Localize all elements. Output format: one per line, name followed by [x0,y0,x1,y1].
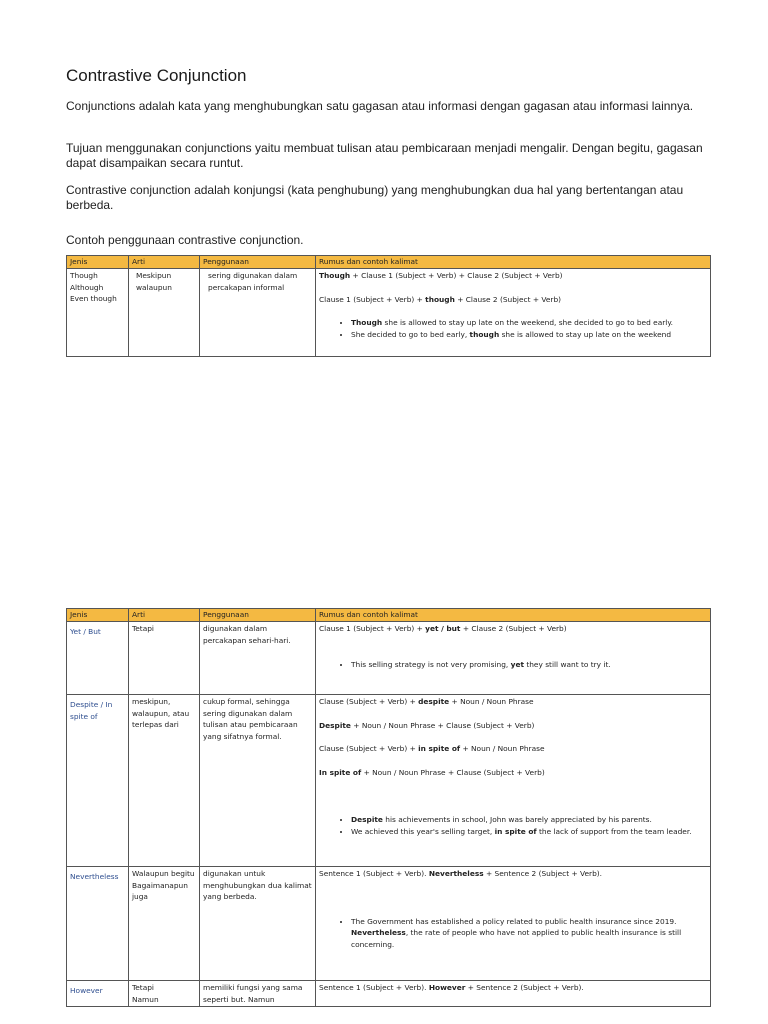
cell-penggunaan [200,695,316,867]
conjunction-table-1 [66,255,711,357]
cell-penggunaan [200,269,316,357]
example-list [319,659,707,671]
cell-penggunaan [200,622,316,695]
cell-rumus [316,695,711,867]
example-list [319,916,707,951]
example-list [319,814,707,837]
cell-arti [129,269,200,357]
table-row [67,867,711,981]
cell-arti [129,867,200,981]
list-item: • Though she is allowed to stay up late on the weekend, she decided to go to bed early. [351,317,707,329]
penggunaan-text: digunakan untuk menghubungkan dua kalimat yang berbeda. [203,869,312,901]
cell-jenis [67,981,129,1007]
jenis-although: Although [70,282,104,292]
arti-text: Tetapi [132,624,154,633]
example-list [319,317,707,340]
cell-rumus [316,867,711,981]
paragraph-contrastive: Contrastive conjunction adalah konjungsi (kata penghubung) yang menghubungkan dua hal yang bertentangan atau berbeda. [66,183,684,212]
cell-rumus [316,981,711,1007]
list-item: • This selling strategy is not very promising, yet they still want to try it. [351,659,707,671]
formula-2: Despite + Noun / Noun Phrase + Clause (Subject + Verb) [319,720,535,730]
jenis-nevertheless: Nevertheless [70,872,119,881]
page-title: Contrastive Conjunction [66,66,247,85]
cell-arti [129,622,200,695]
arti-text: Walaupun begitu Bagaimanapun juga [132,869,195,901]
header-penggunaan: Penggunaan [200,256,316,269]
paragraph-definition: Conjunctions adalah kata yang menghubungkan satu gagasan atau informasi dengan gagasan atau informasi lainnya. [66,99,694,113]
header-jenis: Jenis [67,256,129,269]
cell-arti [129,695,200,867]
formula-2: Clause 1 (Subject + Verb) + though + Clause 2 (Subject + Verb) [319,294,562,304]
cell-rumus [316,269,711,357]
formula: Sentence 1 (Subject + Verb). However + Sentence 2 (Subject + Verb). [319,983,584,992]
list-item: • The Government has established a policy related to public health insurance since 2019. Nevertheless, the rate of people who have not applied to public health insurance is still concerning. [351,916,707,951]
header-rumus: Rumus dan contoh kalimat [316,609,711,622]
formula-1: Though + Clause 1 (Subject + Verb) + Clause 2 (Subject + Verb) [319,271,563,280]
formula: Sentence 1 (Subject + Verb). Nevertheless + Sentence 2 (Subject + Verb). [319,869,602,878]
jenis-even-though: Even though [70,294,117,303]
header-penggunaan: Penggunaan [200,609,316,622]
header-rumus: Rumus dan contoh kalimat [316,256,711,269]
cell-rumus [316,622,711,695]
formula-3: Clause (Subject + Verb) + in spite of + Noun / Noun Phrase [319,744,545,753]
list-item: • We achieved this year's selling target, in spite of the lack of support from the team leader. [351,826,707,838]
list-item: • She decided to go to bed early, though she is allowed to stay up late on the weekend [351,329,707,341]
penggunaan-text: digunakan dalam percakapan sehari-hari. [203,624,291,645]
table-row [67,695,711,867]
cell-arti [129,981,200,1007]
list-item: • Despite his achievements in school, John was barely appreciated by his parents. [351,814,707,826]
arti-tetapi: Tetapi [132,983,154,992]
table-row [67,981,711,1007]
cell-penggunaan [200,981,316,1007]
cell-jenis [67,867,129,981]
table-header [67,609,711,622]
paragraph-example-intro: Contoh penggunaan contrastive conjunction. [66,233,304,247]
header-jenis: Jenis [67,609,129,622]
cell-jenis [67,622,129,695]
header-arti: Arti [129,609,200,622]
jenis-though: Though [70,271,98,280]
formula-4: In spite of + Noun / Noun Phrase + Clause (Subject + Verb) [319,767,545,777]
jenis-yet-but: Yet / But [70,627,101,636]
cell-jenis [67,269,129,357]
paragraph-purpose: Tujuan menggunakan conjunctions yaitu membuat tulisan atau pembicaraan menjadi mengalir. Dengan begitu, gagasan dapat disampaikan secara runtut. [66,141,703,170]
table-row [67,269,711,357]
arti-text: Meskipun walaupun [136,271,172,292]
conjunction-table-2 [66,608,711,1007]
formula: Clause 1 (Subject + Verb) + yet / but + Clause 2 (Subject + Verb) [319,624,567,633]
cell-penggunaan [200,867,316,981]
table-row [67,622,711,695]
formula-1: Clause (Subject + Verb) + despite + Noun / Noun Phrase [319,697,534,706]
table-header [67,256,711,269]
penggunaan-text: sering digunakan dalam percakapan informal [208,271,298,292]
jenis-however: However [70,986,103,995]
arti-text: meskipun, walaupun, atau terlepas dari [132,697,190,729]
penggunaan-text: memiliki fungsi yang sama seperti but. Namun [203,983,303,1004]
cell-jenis [67,695,129,867]
header-arti: Arti [129,256,200,269]
penggunaan-text: cukup formal, sehingga sering digunakan dalam tulisan atau pembicaraan yang sifatnya formal. [203,697,298,741]
jenis-despite: Despite / In spite of [70,700,113,721]
arti-namun: Namun [132,994,159,1004]
